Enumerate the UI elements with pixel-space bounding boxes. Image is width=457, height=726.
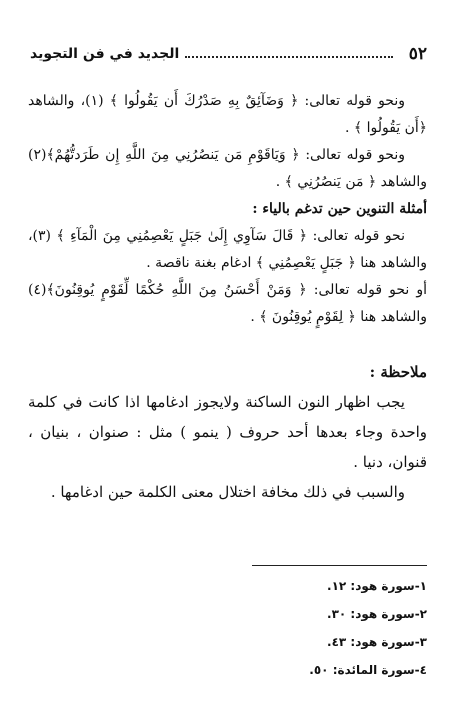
note-title: ملاحظة : [369,363,427,381]
running-header [30,42,427,66]
footnote-4: ٤-سورة المائدة: ٥٠. [309,663,427,677]
page-number: ٥٢ [408,44,427,64]
header-dotted-leader [185,56,392,58]
paragraph-example-4: أو نحو قوله تعالى: ﴿ وَمَنْ أَحْسَنُ مِنَ اللَّهِ حُكْمًا لِّقَوْمٍ يُوقِنُونَ﴾(٤) والشاهد هنا ﴿ لِقَوْمٍ يُوقِنُونَ ﴾ . [28,282,427,325]
book-title: الجديد في فن التجويد [30,46,180,62]
paragraph-example-1: ونحو قوله تعالى: ﴿ وَضَآئِقٌ بِهِ صَدْرُكَ أَن يَقُولُوا ﴾ (١)، والشاهد ﴿أَن يَقُولُوا ﴾ . [28,93,427,136]
footnotes [200,572,427,684]
note-paragraph-1: يجب اظهار النون الساكنة ولايجوز ادغامها اذا كانت في كلمة واحدة وجاء بعدها أحد حروف ( ينمو ) مثل : صنوان ، بنيان ، قنوان، دنيا . [28,393,427,471]
section-spacer [28,331,427,357]
footnote-3: ٣-سورة هود: ٤٣. [327,635,427,649]
note-paragraph-2: والسبب في ذلك مخافة اختلال معنى الكلمة حين ادغامها . [50,483,405,501]
section-heading-tanween: أمثلة التنوين حين تدغم بالياء : [252,201,427,217]
paragraph-example-3: نحو قوله تعالى: ﴿ قَالَ سَآوِي إِلَىٰ جَبَلٍ يَعْصِمُنِي مِنَ الْمَآءِ ﴾ (٣)، والشاهد هنا ﴿ جَبَلٍ يَعْصِمُنِي ﴾ ادغام بغنة ناقصة . [28,228,427,271]
footnote-2: ٢-سورة هود: ٣٠. [327,607,427,621]
footnote-1: ١-سورة هود: ١٢. [327,579,427,593]
footnote-divider [252,565,427,566]
paragraph-example-2: ونحو قوله تعالى: ﴿ وَيَاقَوْمِ مَن يَنصُرُنِي مِنَ اللَّهِ إِن طَرَدتُّهُمْ﴾(٢) والشاهد ﴿ مَن يَنصُرُنِي ﴾ . [28,147,427,190]
page-body [28,88,427,507]
note-section [28,357,427,507]
